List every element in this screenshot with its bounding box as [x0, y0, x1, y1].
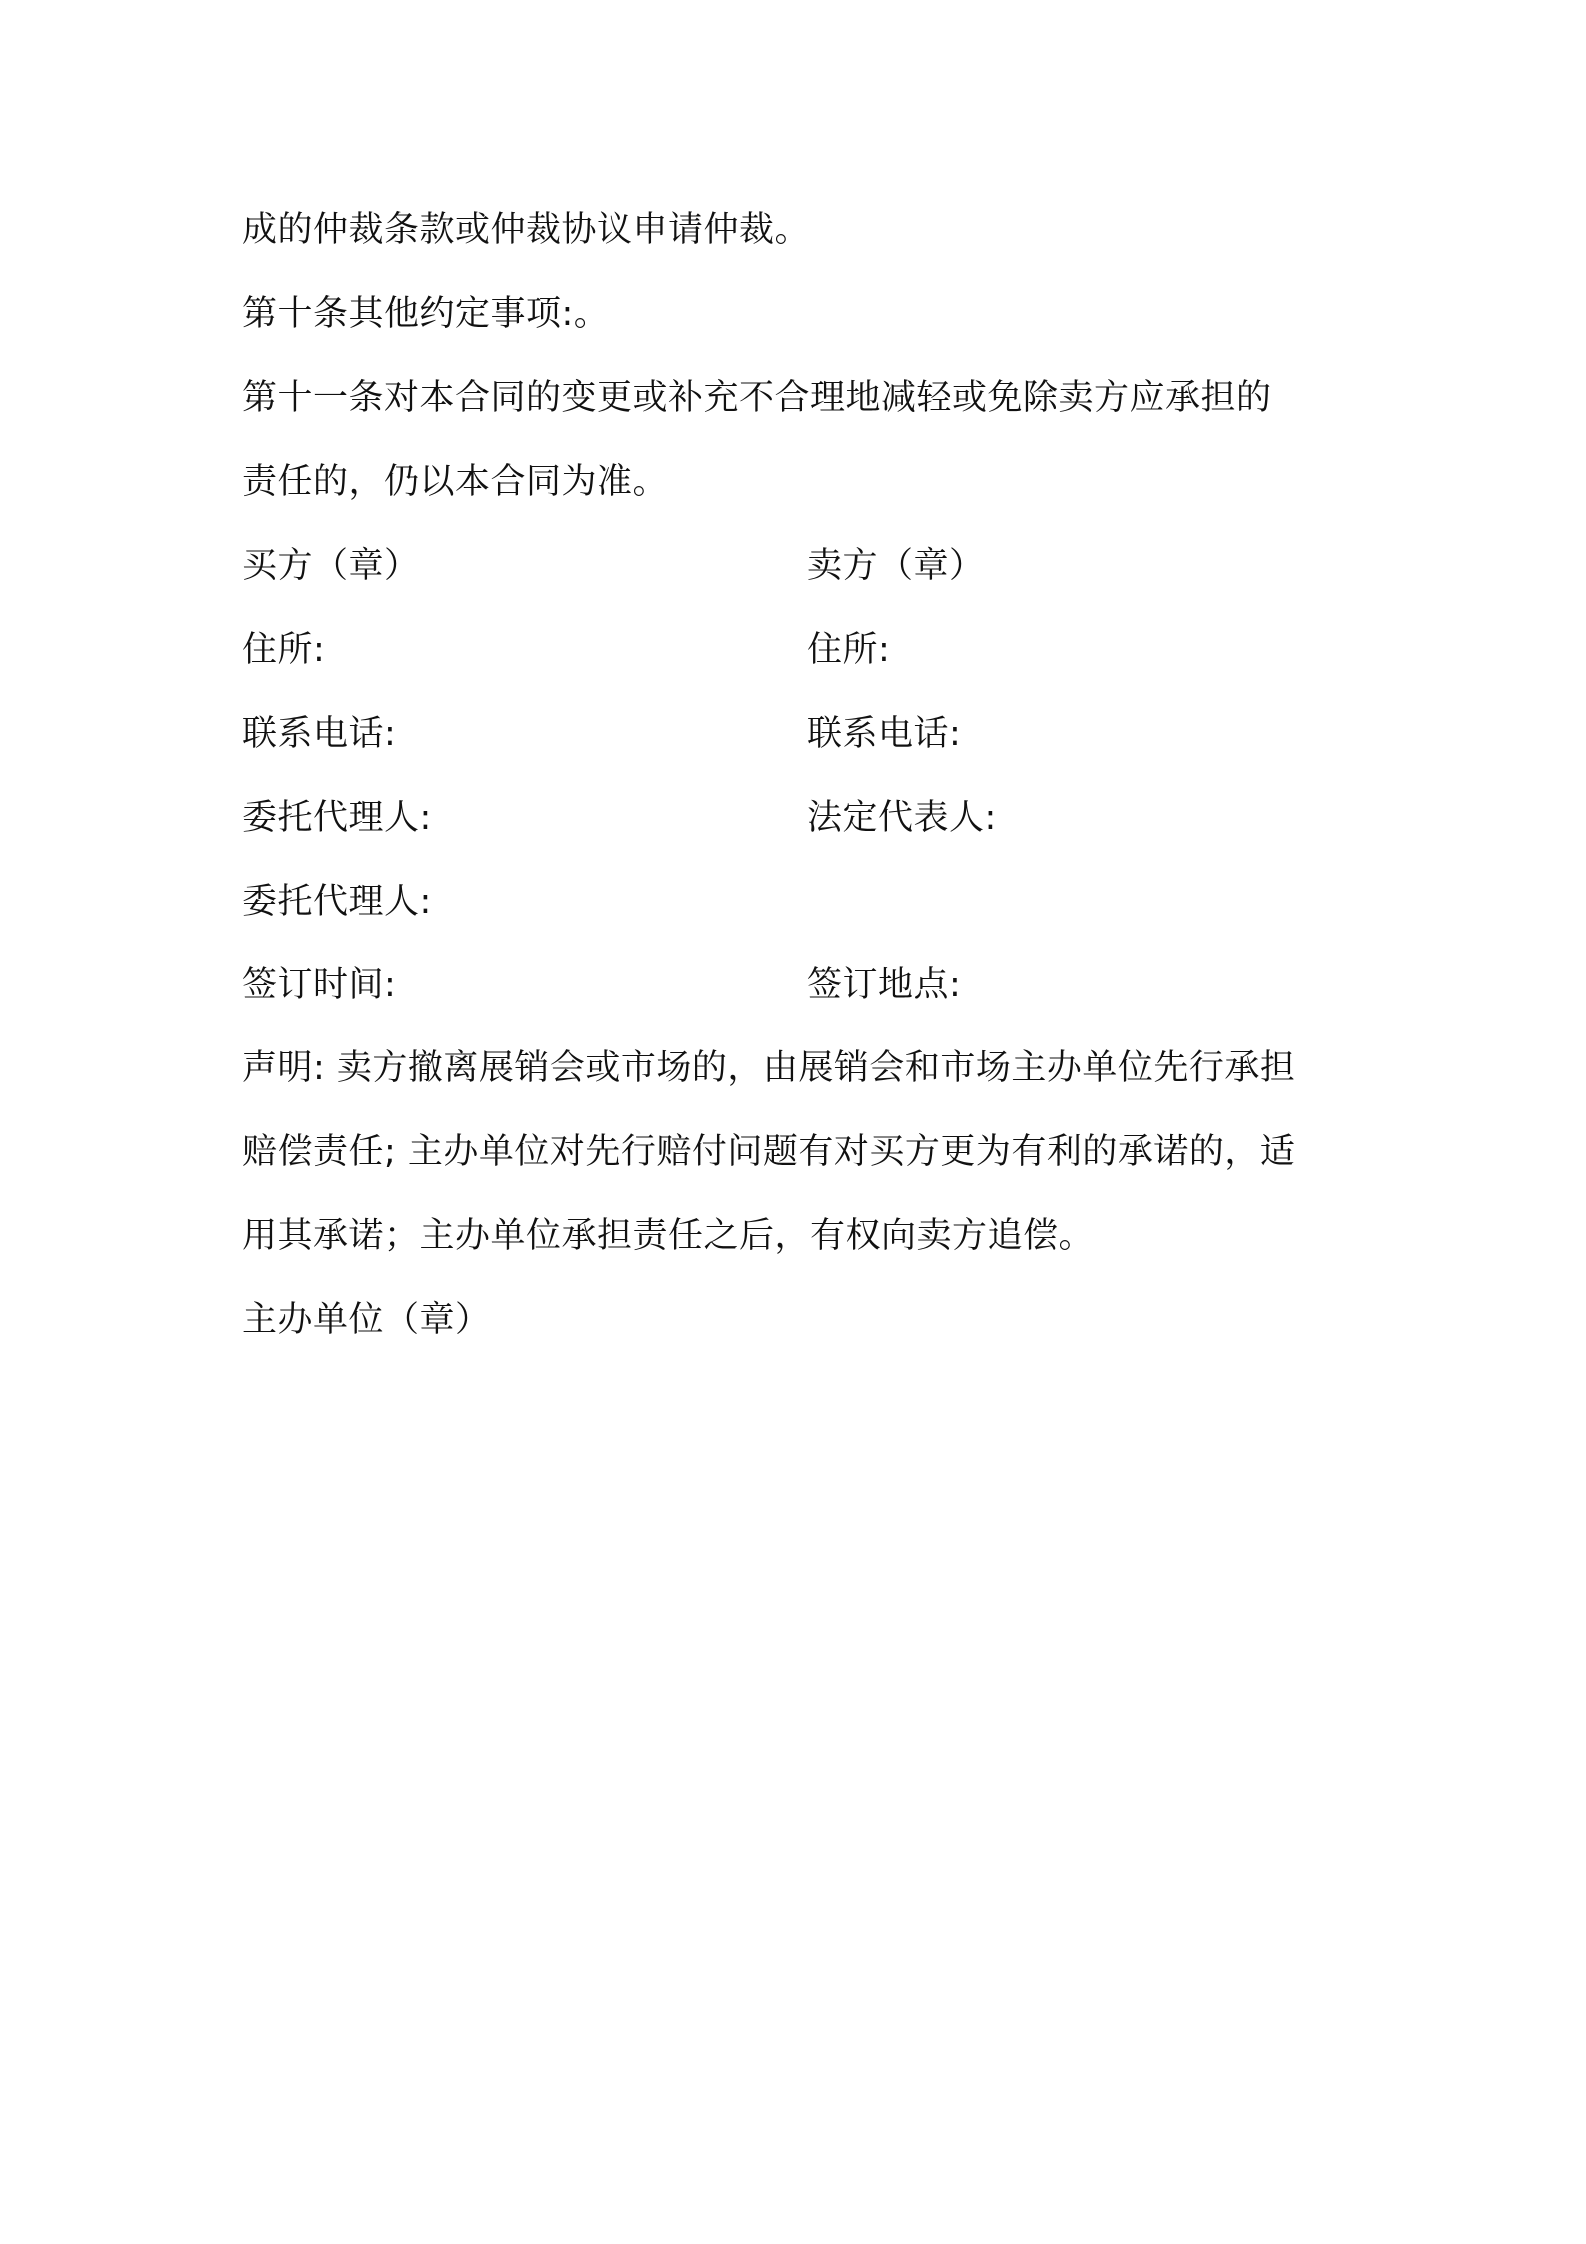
paragraph-article-11-continued: 责任的，仍以本合同为准。: [242, 462, 669, 502]
signature-row-address: [242, 608, 1362, 692]
seller-agent-label: 委托代理人:: [242, 882, 432, 922]
signing-time-label: 签订时间:: [242, 965, 397, 1005]
signature-row-phone: [242, 692, 1362, 776]
declaration-line-2: 赔偿责任; 主办单位对先行赔付问题有对买方更为有利的承诺的，适: [242, 1132, 1296, 1172]
signature-row-agent: [242, 776, 1362, 860]
paragraph-arbitration-end: 成的仲裁条款或仲裁协议申请仲裁。: [242, 210, 811, 250]
seller-legal-rep-label: 法定代表人:: [807, 798, 997, 838]
signature-row-agent-2: [242, 860, 1362, 944]
seller-address-label: 住所:: [807, 630, 891, 670]
signature-row-signing: [242, 943, 1362, 1027]
buyer-address-label: 住所:: [242, 630, 326, 670]
signature-row-seal: [242, 524, 1362, 608]
declaration-line-1: 声明: 卖方撤离展销会或市场的，由展销会和市场主办单位先行承担: [242, 1048, 1296, 1088]
paragraph-article-11: 第十一条对本合同的变更或补充不合理地减轻或免除卖方应承担的: [242, 378, 1272, 418]
paragraph-article-10: 第十条其他约定事项:。: [242, 294, 610, 334]
signing-place-label: 签订地点:: [807, 965, 962, 1005]
seller-seal-label: 卖方（章）: [807, 546, 985, 586]
buyer-phone-label: 联系电话:: [242, 714, 397, 754]
seller-phone-label: 联系电话:: [807, 714, 962, 754]
host-unit-seal-label: 主办单位（章）: [242, 1300, 491, 1340]
buyer-agent-label: 委托代理人:: [242, 798, 432, 838]
buyer-seal-label: 买方（章）: [242, 546, 420, 586]
declaration-line-3: 用其承诺；主办单位承担责任之后，有权向卖方追偿。: [242, 1216, 1095, 1256]
